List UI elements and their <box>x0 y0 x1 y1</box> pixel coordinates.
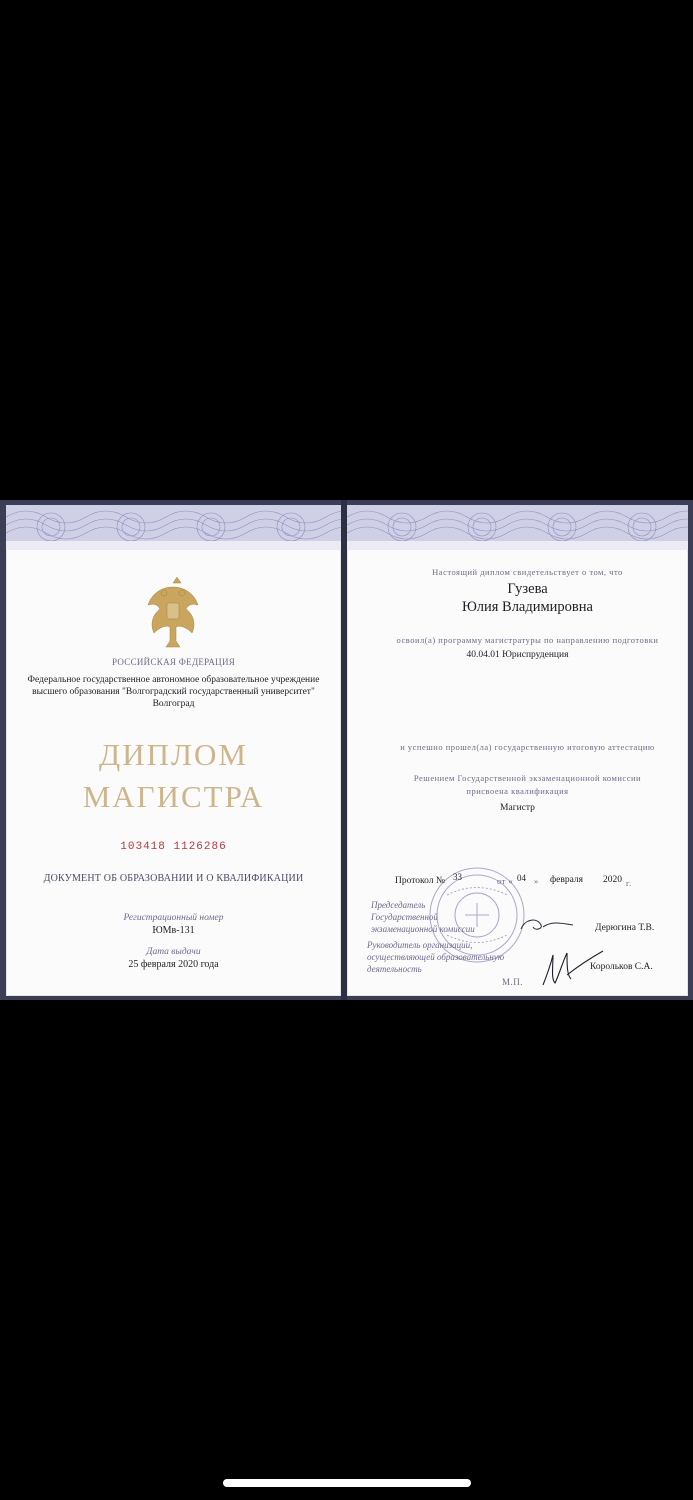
diploma-title-line-1: ДИПЛОМ <box>99 737 248 772</box>
chair-name: Дерюгина Т.В. <box>595 923 655 933</box>
diploma-serial-number: 103418 1126286 <box>120 841 227 853</box>
head-title-line-2: осуществляющей образовательную <box>367 952 505 962</box>
chair-title-line-2: Государственной <box>371 912 438 922</box>
qualification: Магистр <box>500 803 535 813</box>
decision-line-2: присвоена квалификация <box>466 786 569 796</box>
country-name: РОССИЙСКАЯ ФЕДЕРАЦИЯ <box>111 657 236 667</box>
coat-of-arms-icon <box>144 575 202 649</box>
guilloche-border <box>6 505 341 550</box>
institution-line-2: высшего образования "Волгоградский государственный университет" <box>32 687 315 697</box>
head-name: Корольков С.А. <box>590 962 653 972</box>
home-indicator[interactable] <box>223 1479 471 1487</box>
institution-city: Волгоград <box>152 699 195 709</box>
head-title-line-3: деятельность <box>367 964 422 974</box>
mastered-program-text: освоил(а) программу магистратуры по направлению подготовки <box>396 635 659 645</box>
certifies-text: Настоящий диплом свидетельствует о том, что <box>432 567 623 577</box>
protocol-day: 04 <box>517 873 526 883</box>
chair-title-line-1: Председатель <box>371 900 426 910</box>
issue-date-label: Дата выдачи <box>146 947 201 957</box>
diploma-right-page <box>347 505 688 996</box>
protocol-close-quote: » <box>534 876 539 886</box>
protocol-year-suffix: г. <box>626 878 632 888</box>
registration-number: ЮМв-131 <box>152 925 195 936</box>
decision-line-1: Решением Государственной экзаменационной комиссии <box>413 773 642 783</box>
issue-date: 25 февраля 2020 года <box>128 959 219 970</box>
program-name: 40.04.01 Юриспруденция <box>466 650 569 660</box>
institution-line-1: Федеральное государственное автономное образовательное учреждение <box>27 675 320 685</box>
guilloche-border <box>347 505 688 550</box>
seal-place-label: М.П. <box>502 977 524 987</box>
graduate-surname: Гузева <box>507 581 548 597</box>
registration-label: Регистрационный номер <box>123 913 224 923</box>
protocol-label: Протокол № <box>395 876 445 886</box>
chair-title-line-3: экзаменационной комиссии <box>371 924 475 934</box>
diploma-left-page <box>6 505 341 996</box>
signature-icon <box>517 915 577 935</box>
graduate-given-names: Юлия Владимировна <box>462 599 593 615</box>
passed-attestation-text: и успешно прошел(ла) государственную итоговую аттестацию <box>400 742 655 752</box>
protocol-month: февраля <box>550 875 584 885</box>
protocol-year: 2020 <box>603 875 622 885</box>
protocol-number: 33 <box>453 872 462 882</box>
diploma-photo <box>0 500 693 1000</box>
diploma-title-line-2: МАГИСТРА <box>82 779 265 814</box>
head-title-line-1: Руководитель организации, <box>367 940 473 950</box>
document-type: ДОКУМЕНТ ОБ ОБРАЗОВАНИИ И О КВАЛИФИКАЦИИ <box>43 873 304 884</box>
protocol-from-label: от « <box>497 876 514 886</box>
